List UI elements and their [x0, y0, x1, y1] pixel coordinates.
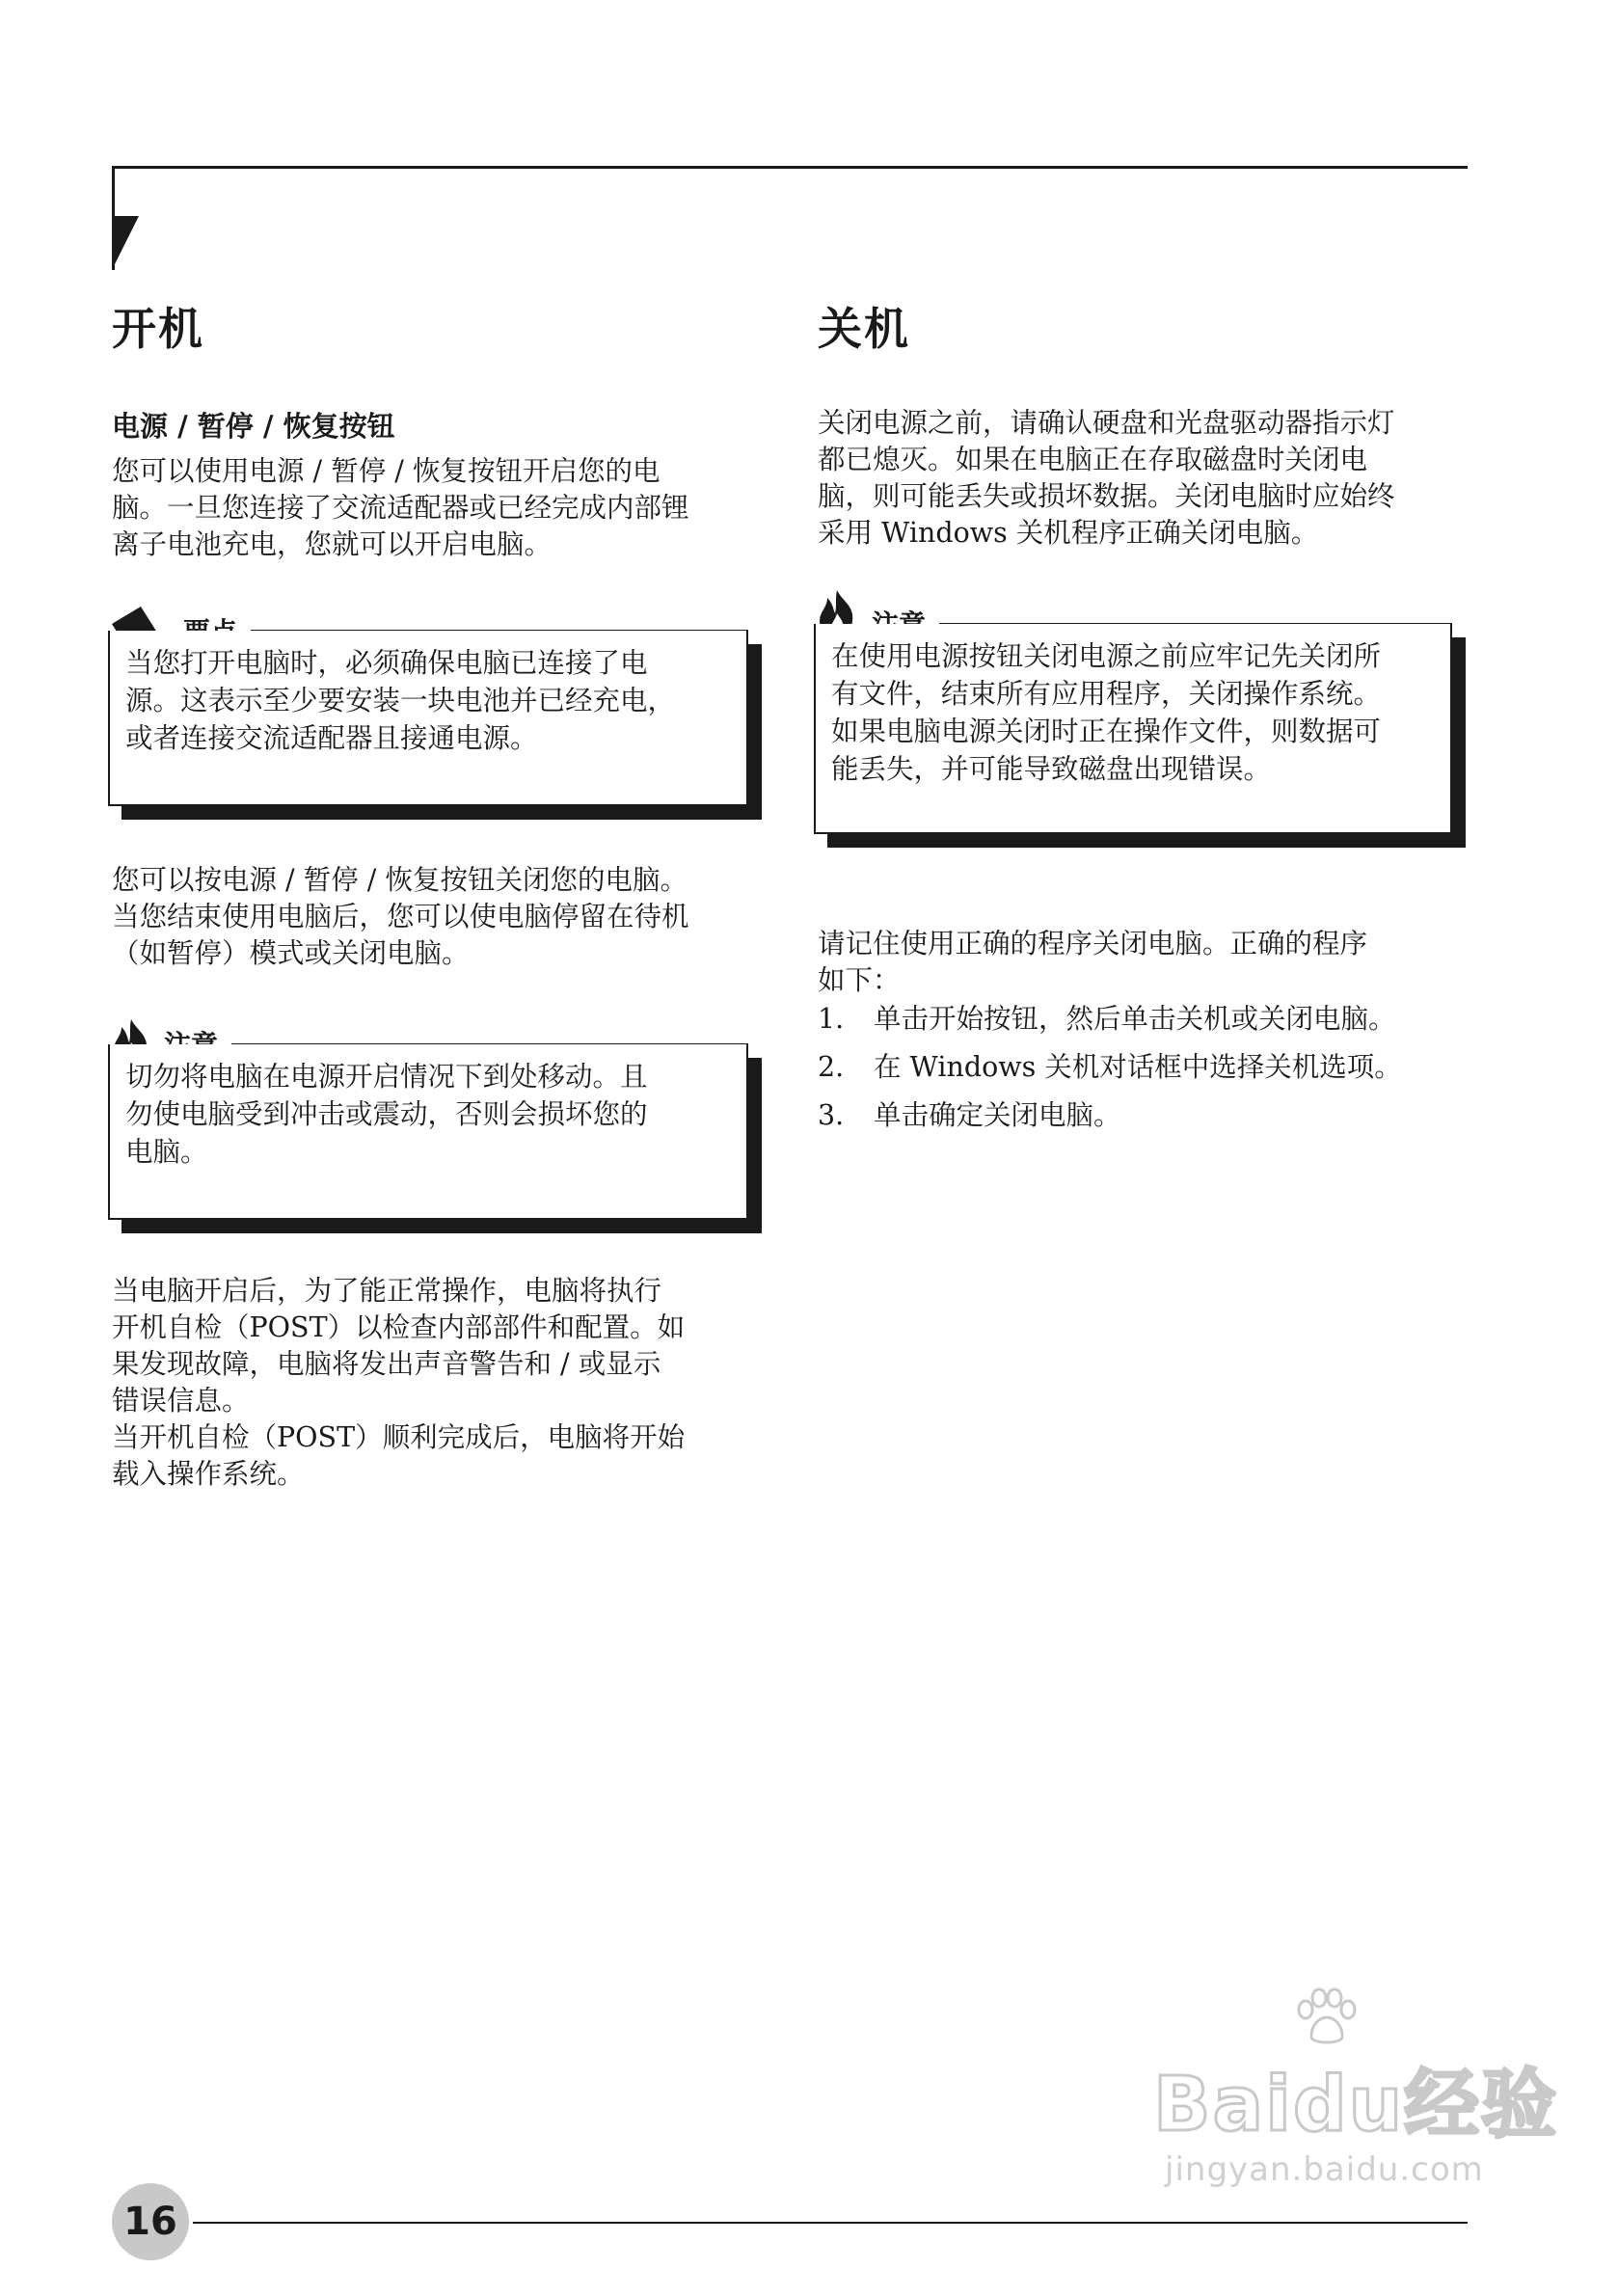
page-number: 16: [112, 2183, 189, 2260]
note-line: 有文件，结束所有应用程序，关闭操作系统。: [831, 678, 1382, 710]
post-paragraph: [112, 1273, 768, 1493]
list-item: [818, 1097, 1473, 1134]
watermark-brand: Baidu经验: [1153, 2062, 1559, 2148]
text-line: 错误信息。: [112, 1385, 250, 1417]
step-number: 1.: [818, 1003, 845, 1035]
shutdown-procedure-paragraph: [818, 926, 1473, 999]
list-item: [818, 1049, 1473, 1086]
note-line: 能丢失，并可能导致磁盘出现错误。: [831, 753, 1272, 785]
watermark-url: jingyan.baidu.com: [1165, 2150, 1484, 2189]
section-title-power-off: 关机: [818, 303, 910, 355]
note-box-tip: [108, 631, 748, 806]
header-rule: [112, 166, 1468, 169]
footer-rule: [193, 2222, 1468, 2224]
step-text: 单击确定关闭电脑。: [874, 1099, 1121, 1131]
note-line: 在使用电源按钮关闭电源之前应牢记先关闭所: [831, 640, 1382, 672]
power-off-paragraph: [112, 862, 768, 972]
note-line: 如果电脑电源关闭时正在操作文件，则数据可: [831, 716, 1382, 747]
text-line: 脑，则可能丢失或损坏数据。关闭电脑时应始终: [818, 480, 1395, 512]
note-line: 电脑。: [125, 1136, 208, 1168]
text-line: 关闭电源之前，请确认硬盘和光盘驱动器指示灯: [818, 407, 1395, 439]
text-line: 采用 Windows 关机程序正确关闭电脑。: [818, 517, 1319, 549]
text-line: 您可以按电源 / 暂停 / 恢复按钮关闭您的电脑。: [112, 864, 688, 896]
note-box-warning: [108, 1044, 748, 1220]
text-line: （如暂停）模式或关闭电脑。: [112, 937, 470, 969]
text-line: 当开机自检（POST）顺利完成后，电脑将开始: [112, 1421, 686, 1453]
note-line: 切勿将电脑在电源开启情况下到处移动。且: [125, 1061, 648, 1093]
list-item: [818, 1001, 1473, 1038]
step-number: 3.: [818, 1099, 845, 1131]
step-text: 在 Windows 关机对话框中选择关机选项。: [874, 1051, 1402, 1083]
note-line: 或者连接交流适配器且接通电源。: [125, 722, 538, 754]
text-line: 果发现故障，电脑将发出声音警告和 / 或显示: [112, 1348, 661, 1380]
note-line: 源。这表示至少要安装一块电池并已经充电，: [125, 685, 676, 716]
text-line: 如下：: [818, 964, 901, 996]
text-line: 都已熄灭。如果在电脑正在存取磁盘时关闭电: [818, 444, 1368, 475]
paw-icon: [1292, 1986, 1360, 2048]
shutdown-intro-paragraph: [818, 405, 1473, 552]
text-line: 开机自检（POST）以检查内部部件和配置。如: [112, 1311, 686, 1343]
text-line: 离子电池充电，您就可以开启电脑。: [112, 528, 553, 560]
intro-paragraph: [112, 453, 768, 563]
corner-mark: [112, 216, 139, 270]
text-line: 当您结束使用电脑后，您可以使电脑停留在待机: [112, 901, 689, 932]
step-number: 2.: [818, 1051, 845, 1083]
text-line: 载入操作系统。: [112, 1458, 305, 1490]
text-line: 脑。一旦您连接了交流适配器或已经完成内部锂: [112, 492, 689, 524]
note-line: 勿使电脑受到冲击或震动，否则会损坏您的: [125, 1098, 648, 1130]
section-title-power-on: 开机: [112, 303, 204, 355]
note-box-warning: [814, 624, 1452, 834]
step-text: 单击开始按钮，然后单击关机或关闭电脑。: [874, 1003, 1396, 1035]
note-line: 当您打开电脑时，必须确保电脑已连接了电: [125, 647, 648, 679]
text-line: 您可以使用电源 / 暂停 / 恢复按钮开启您的电: [112, 455, 661, 487]
text-line: 当电脑开启后，为了能正常操作，电脑将执行: [112, 1275, 662, 1307]
subhead-power-button: 电源 / 暂停 / 恢复按钮: [112, 410, 395, 443]
text-line: 请记住使用正确的程序关闭电脑。正确的程序: [818, 928, 1368, 959]
